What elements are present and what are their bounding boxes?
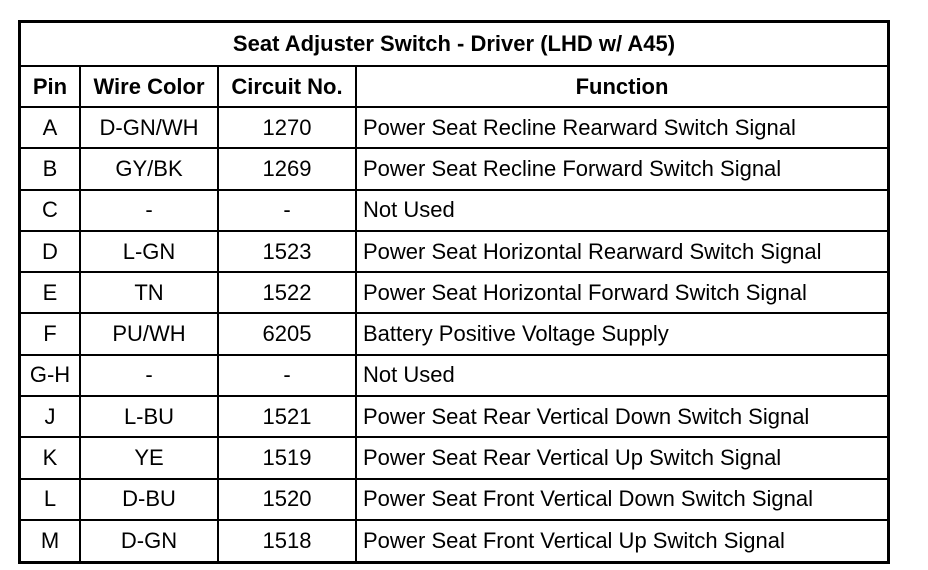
cell-circuit-no: - <box>218 355 356 396</box>
cell-circuit-no: 6205 <box>218 313 356 354</box>
cell-pin: D <box>21 231 80 272</box>
table-row <box>21 148 887 189</box>
cell-wire-color: TN <box>80 272 218 313</box>
connector-table-container <box>18 20 890 564</box>
cell-function: Power Seat Rear Vertical Down Switch Signal <box>356 396 887 437</box>
cell-function: Power Seat Rear Vertical Up Switch Signal <box>356 437 887 478</box>
cell-wire-color: L-GN <box>80 231 218 272</box>
cell-pin: L <box>21 479 80 520</box>
cell-wire-color: L-BU <box>80 396 218 437</box>
cell-function: Power Seat Horizontal Forward Switch Signal <box>356 272 887 313</box>
cell-pin: M <box>21 520 80 561</box>
cell-function: Battery Positive Voltage Supply <box>356 313 887 354</box>
cell-function: Power Seat Recline Forward Switch Signal <box>356 148 887 189</box>
table-header-row <box>21 66 887 107</box>
table-row <box>21 396 887 437</box>
cell-pin: K <box>21 437 80 478</box>
table-row <box>21 190 887 231</box>
cell-pin: G-H <box>21 355 80 396</box>
cell-circuit-no: 1521 <box>218 396 356 437</box>
table-row <box>21 479 887 520</box>
table-row <box>21 437 887 478</box>
header-wire-color: Wire Color <box>80 66 218 107</box>
cell-pin: C <box>21 190 80 231</box>
connector-pinout-table <box>21 23 887 561</box>
table-row <box>21 313 887 354</box>
cell-pin: A <box>21 107 80 148</box>
cell-pin: E <box>21 272 80 313</box>
cell-function: Not Used <box>356 355 887 396</box>
cell-pin: B <box>21 148 80 189</box>
cell-function: Power Seat Horizontal Rearward Switch Signal <box>356 231 887 272</box>
cell-function: Power Seat Recline Rearward Switch Signal <box>356 107 887 148</box>
table-row <box>21 272 887 313</box>
cell-wire-color: D-BU <box>80 479 218 520</box>
cell-wire-color: GY/BK <box>80 148 218 189</box>
cell-circuit-no: 1270 <box>218 107 356 148</box>
cell-function: Not Used <box>356 190 887 231</box>
cell-circuit-no: 1269 <box>218 148 356 189</box>
cell-circuit-no: - <box>218 190 356 231</box>
cell-circuit-no: 1518 <box>218 520 356 561</box>
header-circuit-no: Circuit No. <box>218 66 356 107</box>
table-row <box>21 231 887 272</box>
cell-pin: J <box>21 396 80 437</box>
header-function: Function <box>356 66 887 107</box>
cell-circuit-no: 1519 <box>218 437 356 478</box>
cell-wire-color: D-GN <box>80 520 218 561</box>
header-pin: Pin <box>21 66 80 107</box>
cell-wire-color: YE <box>80 437 218 478</box>
cell-function: Power Seat Front Vertical Down Switch Signal <box>356 479 887 520</box>
cell-circuit-no: 1523 <box>218 231 356 272</box>
cell-wire-color: D-GN/WH <box>80 107 218 148</box>
cell-circuit-no: 1520 <box>218 479 356 520</box>
table-row <box>21 107 887 148</box>
cell-circuit-no: 1522 <box>218 272 356 313</box>
cell-wire-color: - <box>80 355 218 396</box>
cell-function: Power Seat Front Vertical Up Switch Signal <box>356 520 887 561</box>
cell-wire-color: - <box>80 190 218 231</box>
table-title: Seat Adjuster Switch - Driver (LHD w/ A45) <box>21 23 887 66</box>
cell-wire-color: PU/WH <box>80 313 218 354</box>
table-row <box>21 355 887 396</box>
cell-pin: F <box>21 313 80 354</box>
table-row <box>21 520 887 561</box>
